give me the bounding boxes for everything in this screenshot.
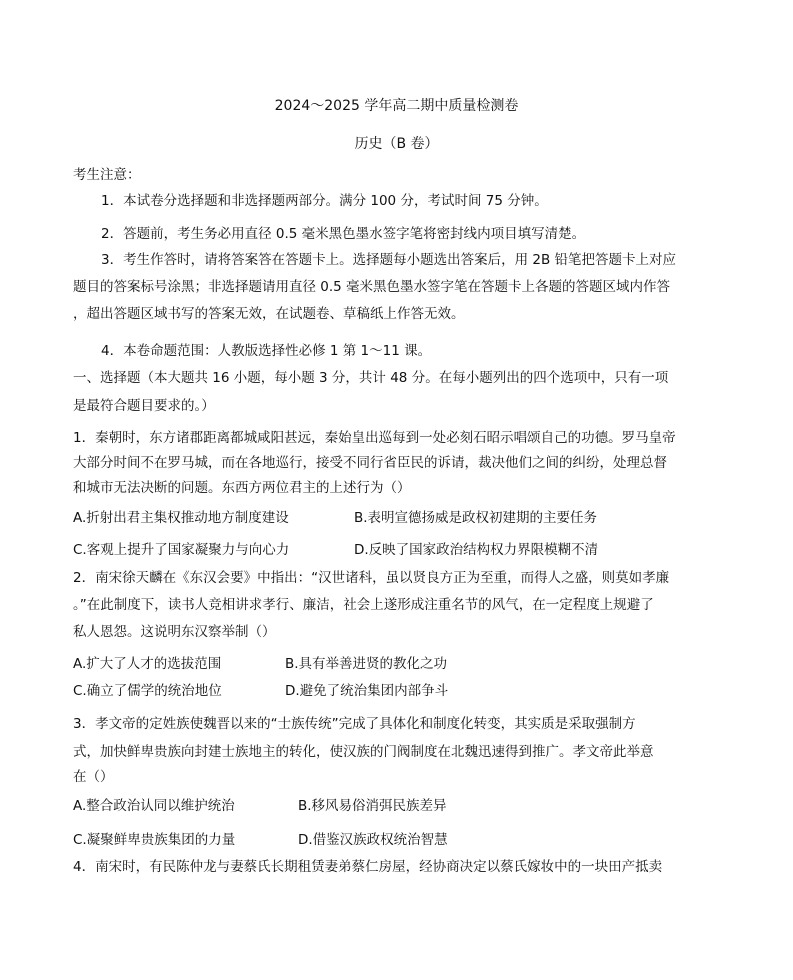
q3-option-d: D.借鉴汉族政权统治智慧 (298, 832, 448, 848)
q2-option-a: A.扩大了人才的选拔范围 (73, 656, 222, 672)
q1-stem-line-1: 1．秦朝时，东方诸郡距离都城咸阳甚远，秦始皇出巡每到一处必刻石昭示唱颂自己的功德。罗马皇帝 (73, 430, 676, 446)
q2-stem-line-2: 。”在此制度下，读书人竞相讲求孝行、廉洁，社会上遂形成注重名节的风气，在一定程度上规避了 (73, 597, 654, 613)
q2-option-d: D.避免了统治集团内部争斗 (285, 683, 449, 699)
q3-option-b: B.移风易俗消弭民族差异 (298, 798, 447, 814)
notice-line-2: 2．答题前，考生务必用直径 0.5 毫米黑色墨水签字笔将密封线内项目填写清楚。 (101, 226, 586, 242)
notice-line-4: 题目的答案标号涂黑；非选择题请用直径 0.5 毫米黑色墨水签字笔在答题卡上各题的答题区域内作答 (73, 279, 671, 295)
q2-stem-line-3: 私人恩怨。这说明东汉察举制（） (73, 624, 276, 640)
q2-option-c: C.确立了儒学的统治地位 (73, 683, 222, 699)
notice-line-3: 3．考生作答时，请将答案答在答题卡上。选择题每小题选出答案后，用 2B 铅笔把答题卡上对应 (101, 252, 677, 268)
exam-subtitle: 历史（B 卷） (354, 136, 439, 152)
q1-option-a: A.折射出君主集权推动地方制度建设 (73, 510, 289, 526)
notice-line-1: 1．本试卷分选择题和非选择题两部分。满分 100 分，考试时间 75 分钟。 (101, 193, 548, 209)
exam-title: 2024～2025 学年高二期中质量检测卷 (274, 98, 519, 114)
q2-stem-line-1: 2．南宋徐天麟在《东汉会要》中指出：“汉世诸科，虽以贤良方正为至重，而得人之盛，则莫如孝廉 (73, 570, 670, 586)
q3-stem-line-1: 3．孝文帝的定姓族使魏晋以来的“士族传统”完成了具体化和制度化转变，其实质是采取强制方 (73, 716, 636, 732)
q1-stem-line-2: 大部分时间不在罗马城，而在各地巡行，接受不同行省臣民的诉请，裁决他们之间的纠纷，处理总督 (73, 455, 667, 471)
notice-heading: 考生注意： (73, 167, 141, 183)
section-heading: 一、选择题（本大题共 16 小题，每小题 3 分，共计 48 分。在每小题列出的四个选项中，只有一项 (73, 370, 669, 386)
q3-stem-line-3: 在（） (73, 769, 114, 785)
q1-option-c: C.客观上提升了国家凝聚力与向心力 (73, 542, 290, 558)
q3-stem-line-2: 式，加快鲜卑贵族向封建士族地主的转化，使汉族的门阀制度在北魏迅速得到推广。孝文帝此举意 (73, 744, 654, 760)
q3-option-a: A.整合政治认同以维护统治 (73, 798, 235, 814)
notice-line-5: ，超出答题区域书写的答案无效，在试题卷、草稿纸上作答无效。 (73, 306, 465, 322)
section-heading-cont: 是最符合题目要求的。） (73, 398, 215, 414)
q4-stem-line-1: 4．南宋时，有民陈仲龙与妻蔡氏长期租赁妻弟蔡仁房屋，经协商决定以蔡氏嫁妆中的一块田产抵卖 (73, 859, 663, 875)
q1-option-b: B.表明宣德扬威是政权初建期的主要任务 (354, 510, 598, 526)
q1-stem-line-3: 和城市无法决断的问题。东西方两位君主的上述行为（） (73, 480, 411, 496)
notice-line-6: 4．本卷命题范围：人教版选择性必修 1 第 1～11 课。 (101, 343, 432, 359)
q3-option-c: C.凝聚鲜卑贵族集团的力量 (73, 832, 236, 848)
q1-option-d: D.反映了国家政治结构权力界限模糊不清 (354, 542, 599, 558)
q2-option-b: B.具有举善进贤的教化之功 (285, 656, 448, 672)
